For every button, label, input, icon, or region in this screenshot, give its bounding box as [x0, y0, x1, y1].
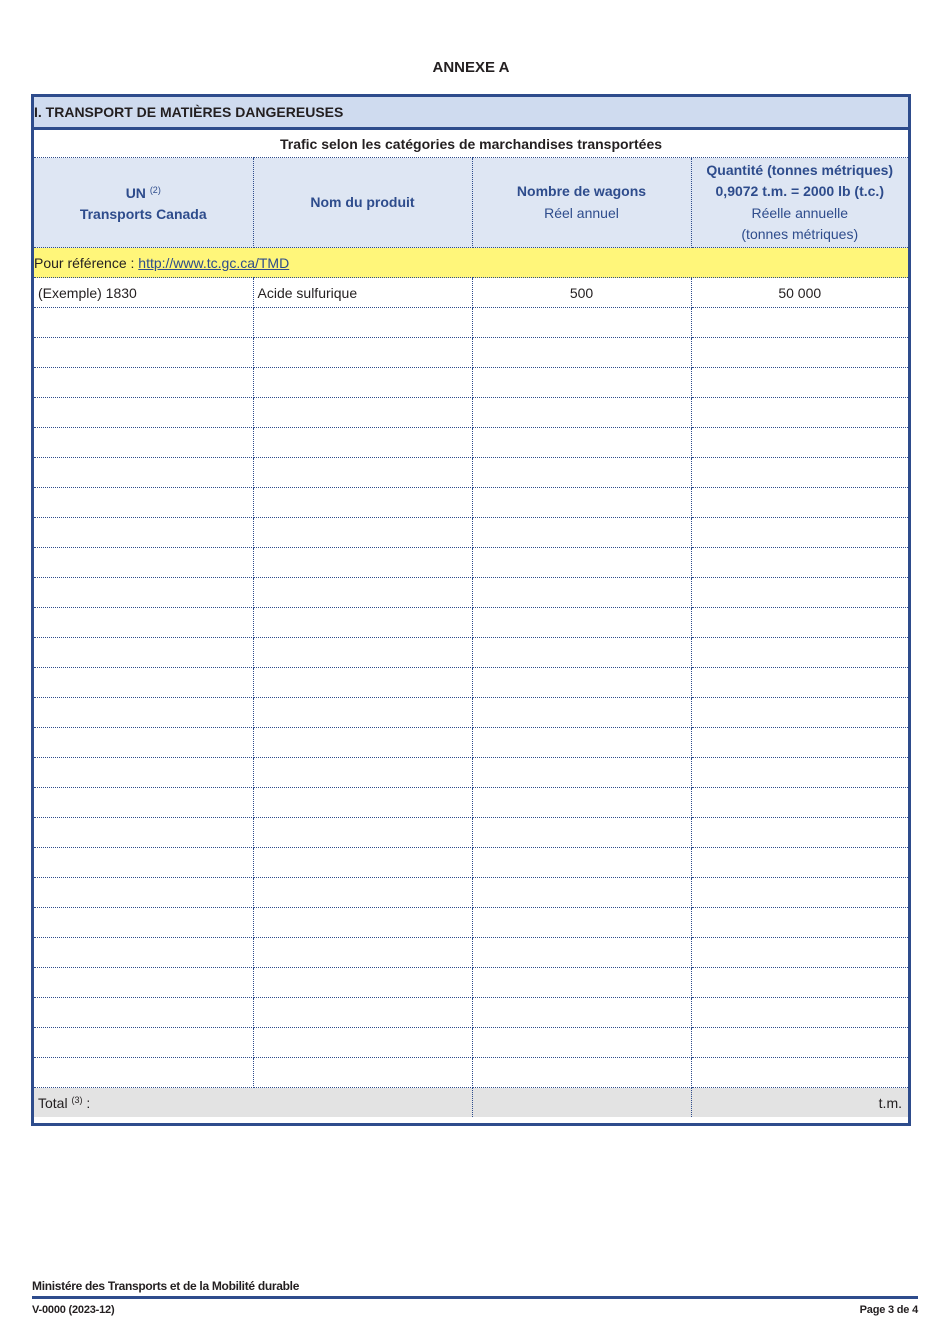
entry-product-field[interactable] [253, 938, 472, 968]
entry-un-field[interactable] [34, 848, 253, 878]
entry-wagons-field[interactable] [472, 998, 691, 1028]
entry-quantity-field[interactable] [691, 938, 908, 968]
entry-un-field[interactable] [34, 578, 253, 608]
section-title: I. TRANSPORT DE MATIÈRES DANGEREUSES [34, 97, 908, 129]
total-colon: : [82, 1094, 91, 1111]
entry-quantity-field[interactable] [691, 818, 908, 848]
footer-divider [32, 1296, 918, 1299]
entry-quantity-field[interactable] [691, 1058, 908, 1088]
reference-link[interactable]: http://www.tc.gc.ca/TMD [138, 254, 290, 271]
entry-un-field[interactable] [34, 548, 253, 578]
entry-wagons-field[interactable] [472, 428, 691, 458]
entry-quantity-field[interactable] [691, 518, 908, 548]
entry-un-field[interactable] [34, 428, 253, 458]
entry-un-field[interactable] [34, 758, 253, 788]
reference-row [34, 248, 908, 278]
section-subtitle: Trafic selon les catégories de marchandises transportées [34, 129, 908, 158]
dangerous-goods-table [34, 97, 908, 1117]
entry-quantity-field[interactable] [691, 638, 908, 668]
entry-wagons-field[interactable] [472, 938, 691, 968]
entry-row [34, 758, 908, 788]
entry-un-field[interactable] [34, 908, 253, 938]
entry-quantity-field[interactable] [691, 488, 908, 518]
entry-product-field[interactable] [253, 548, 472, 578]
entry-product-field[interactable] [253, 608, 472, 638]
entry-wagons-field[interactable] [472, 818, 691, 848]
entry-un-field[interactable] [34, 608, 253, 638]
entry-quantity-field[interactable] [691, 368, 908, 398]
entry-product-field[interactable] [253, 698, 472, 728]
entry-product-field[interactable] [253, 668, 472, 698]
total-footnote-ref: (3) [71, 1094, 83, 1105]
entry-row [34, 638, 908, 668]
entry-wagons-field[interactable] [472, 728, 691, 758]
entry-row [34, 1058, 908, 1088]
example-row [34, 278, 908, 308]
entry-product-field[interactable] [253, 998, 472, 1028]
entry-wagons-field[interactable] [472, 1058, 691, 1088]
column-header-quantity [691, 158, 908, 248]
entry-product-field[interactable] [253, 488, 472, 518]
total-wagons-field[interactable] [472, 1088, 691, 1118]
entry-row [34, 338, 908, 368]
footer-form-code: V-0000 (2023-12) [32, 1304, 115, 1316]
entry-row [34, 728, 908, 758]
entry-un-field[interactable] [34, 368, 253, 398]
entry-quantity-field[interactable] [691, 548, 908, 578]
entry-wagons-field[interactable] [472, 458, 691, 488]
section-header-row [34, 97, 908, 129]
entry-product-field[interactable] [253, 968, 472, 998]
dangerous-goods-form [31, 94, 911, 1126]
entry-row [34, 368, 908, 398]
entry-wagons-field[interactable] [472, 578, 691, 608]
entry-un-field[interactable] [34, 338, 253, 368]
un-sublabel: Transports Canada [79, 206, 207, 222]
example-wagons: 500 [472, 278, 691, 308]
entry-quantity-field[interactable] [691, 398, 908, 428]
entry-row [34, 818, 908, 848]
entry-product-field[interactable] [253, 458, 472, 488]
footer-ministry: Ministére des Transports et de la Mobilité durable [32, 1279, 300, 1293]
entry-un-field[interactable] [34, 458, 253, 488]
column-header-product [253, 158, 472, 248]
entry-row [34, 578, 908, 608]
entry-product-field[interactable] [253, 398, 472, 428]
blank-entry-rows [34, 308, 908, 1088]
column-header-wagons [472, 158, 691, 248]
entry-un-field[interactable] [34, 818, 253, 848]
column-header-un [34, 158, 253, 248]
product-label: Nom du produit [310, 193, 415, 210]
entry-row [34, 878, 908, 908]
entry-wagons-field[interactable] [472, 518, 691, 548]
entry-product-field[interactable] [253, 368, 472, 398]
reference-cell [34, 248, 908, 278]
entry-product-field[interactable] [253, 1058, 472, 1088]
entry-un-field[interactable] [34, 878, 253, 908]
entry-row [34, 488, 908, 518]
entry-wagons-field[interactable] [472, 398, 691, 428]
entry-row [34, 308, 908, 338]
entry-product-field[interactable] [253, 878, 472, 908]
entry-row [34, 668, 908, 698]
total-label: Total [38, 1094, 68, 1111]
entry-product-field[interactable] [253, 518, 472, 548]
entry-un-field[interactable] [34, 668, 253, 698]
entry-row [34, 698, 908, 728]
wagons-label: Nombre de wagons [516, 183, 647, 199]
entry-quantity-field[interactable] [691, 428, 908, 458]
entry-un-field[interactable] [34, 1028, 253, 1058]
quantity-unit-label: (tonnes métriques) [741, 226, 859, 242]
entry-un-field[interactable] [34, 308, 253, 338]
entry-wagons-field[interactable] [472, 608, 691, 638]
entry-row [34, 848, 908, 878]
entry-wagons-field[interactable] [472, 908, 691, 938]
entry-row [34, 1028, 908, 1058]
entry-wagons-field[interactable] [472, 788, 691, 818]
entry-wagons-field[interactable] [472, 848, 691, 878]
example-quantity: 50 000 [691, 278, 908, 308]
entry-product-field[interactable] [253, 578, 472, 608]
entry-un-field[interactable] [34, 938, 253, 968]
entry-quantity-field[interactable] [691, 788, 908, 818]
entry-product-field[interactable] [253, 1028, 472, 1058]
entry-product-field[interactable] [253, 788, 472, 818]
entry-wagons-field[interactable] [472, 548, 691, 578]
entry-quantity-field[interactable] [691, 968, 908, 998]
entry-wagons-field[interactable] [472, 758, 691, 788]
reference-label: Pour référence : [34, 254, 139, 271]
total-unit: t.m. [878, 1094, 903, 1111]
entry-un-field[interactable] [34, 728, 253, 758]
entry-row [34, 938, 908, 968]
entry-row [34, 548, 908, 578]
entry-wagons-field[interactable] [472, 488, 691, 518]
entry-wagons-field[interactable] [472, 668, 691, 698]
entry-wagons-field[interactable] [472, 1028, 691, 1058]
entry-quantity-field[interactable] [691, 338, 908, 368]
total-row [34, 1088, 908, 1118]
entry-un-field[interactable] [34, 968, 253, 998]
entry-quantity-field[interactable] [691, 758, 908, 788]
example-product: Acide sulfurique [253, 278, 472, 308]
example-un: (Exemple) 1830 [34, 278, 253, 308]
entry-quantity-field[interactable] [691, 308, 908, 338]
entry-row [34, 428, 908, 458]
entry-un-field[interactable] [34, 488, 253, 518]
entry-un-field[interactable] [34, 1058, 253, 1088]
entry-product-field[interactable] [253, 728, 472, 758]
entry-row [34, 608, 908, 638]
entry-quantity-field[interactable] [691, 668, 908, 698]
entry-un-field[interactable] [34, 518, 253, 548]
quantity-conversion: 0,9072 t.m. = 2000 lb (t.c.) [715, 183, 884, 199]
entry-row [34, 968, 908, 998]
un-footnote-ref: (2) [149, 184, 161, 195]
entry-product-field[interactable] [253, 308, 472, 338]
total-quantity-field[interactable] [691, 1088, 908, 1118]
entry-wagons-field[interactable] [472, 368, 691, 398]
entry-product-field[interactable] [253, 338, 472, 368]
quantity-label: Quantité (tonnes métriques) [706, 161, 894, 178]
entry-un-field[interactable] [34, 698, 253, 728]
entry-product-field[interactable] [253, 908, 472, 938]
entry-quantity-field[interactable] [691, 1028, 908, 1058]
entry-un-field[interactable] [34, 398, 253, 428]
entry-product-field[interactable] [253, 428, 472, 458]
section-subtitle-row [34, 129, 908, 158]
entry-product-field[interactable] [253, 848, 472, 878]
entry-row [34, 788, 908, 818]
entry-wagons-field[interactable] [472, 308, 691, 338]
entry-un-field[interactable] [34, 998, 253, 1028]
entry-un-field[interactable] [34, 788, 253, 818]
entry-quantity-field[interactable] [691, 578, 908, 608]
entry-quantity-field[interactable] [691, 698, 908, 728]
un-label: UN [125, 184, 146, 201]
entry-quantity-field[interactable] [691, 608, 908, 638]
entry-row [34, 518, 908, 548]
total-label-cell [34, 1088, 472, 1118]
wagons-sublabel: Réel annuel [544, 204, 619, 221]
quantity-sublabel: Réelle annuelle [751, 204, 849, 221]
entry-row [34, 458, 908, 488]
annex-title: ANNEXE A [432, 59, 510, 76]
entry-product-field[interactable] [253, 758, 472, 788]
entry-wagons-field[interactable] [472, 338, 691, 368]
entry-quantity-field[interactable] [691, 728, 908, 758]
entry-product-field[interactable] [253, 818, 472, 848]
entry-quantity-field[interactable] [691, 998, 908, 1028]
entry-row [34, 998, 908, 1028]
entry-wagons-field[interactable] [472, 878, 691, 908]
entry-un-field[interactable] [34, 638, 253, 668]
column-header-row [34, 158, 908, 248]
entry-quantity-field[interactable] [691, 878, 908, 908]
entry-quantity-field[interactable] [691, 908, 908, 938]
entry-quantity-field[interactable] [691, 848, 908, 878]
footer-page-number: Page 3 de 4 [859, 1304, 918, 1316]
entry-quantity-field[interactable] [691, 458, 908, 488]
entry-row [34, 908, 908, 938]
entry-product-field[interactable] [253, 638, 472, 668]
entry-wagons-field[interactable] [472, 698, 691, 728]
entry-wagons-field[interactable] [472, 638, 691, 668]
entry-wagons-field[interactable] [472, 968, 691, 998]
entry-row [34, 398, 908, 428]
